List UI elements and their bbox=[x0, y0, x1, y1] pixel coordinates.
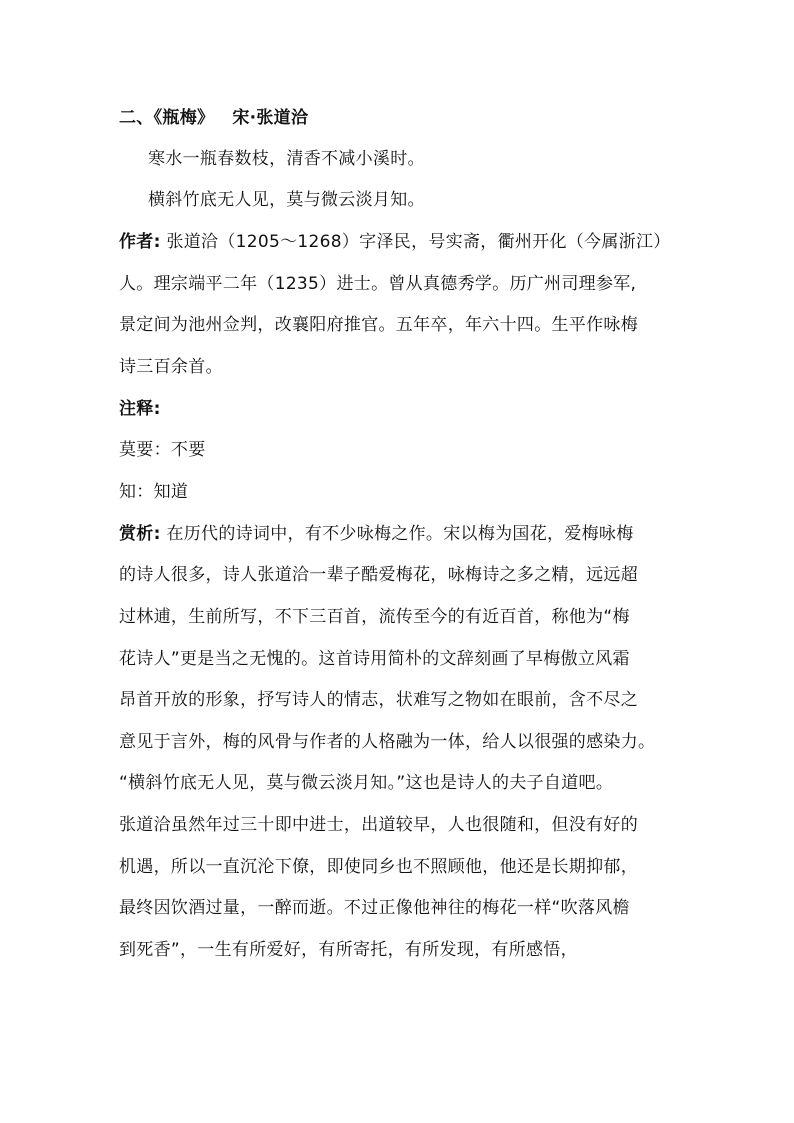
appreciation-paragraph-line: 花诗人”更是当之无愧的。这首诗用简朴的文辞刻画了早梅傲立风霜 bbox=[119, 649, 630, 669]
poem-heading bbox=[119, 106, 719, 130]
appreciation-paragraph-line: 机遇，所以一直沉沦下僚，即使同乡也不照顾他，他还是长期抑郁， bbox=[119, 857, 638, 877]
appreciation-paragraph-line: 赏析: 在历代的诗词中，有不少咏梅之作。宋以梅为国花，爱梅咏梅 bbox=[119, 524, 634, 544]
appreciation-label: 赏析 bbox=[119, 524, 154, 544]
appreciation-text: 在历代的诗词中，有不少咏梅之作。宋以梅为国花，爱梅咏梅 bbox=[166, 524, 634, 544]
appreciation-paragraph-line: 到死香”，一生有所爱好，有所寄托，有所发现，有所感悟， bbox=[119, 940, 578, 960]
appreciation-paragraph-line: 张道洽虽然年过三十即中进士，出道较早，人也很随和，但没有好的 bbox=[119, 815, 638, 835]
author-text: 张道洽（1205～1268）字泽民，号实斋，衢州开化（今属浙江） bbox=[166, 232, 671, 252]
author-paragraph-line: 诗三百余首。 bbox=[119, 357, 223, 377]
note-item: 知：知道 bbox=[119, 482, 189, 502]
author-paragraph-line: 景定间为池州佥判，改襄阳府推官。五年卒，年六十四。生平作咏梅 bbox=[119, 315, 638, 335]
appreciation-paragraph-line: 昂首开放的形象，抒写诗人的情志，状难写之物如在眼前，含不尽之 bbox=[119, 690, 638, 710]
appreciation-paragraph-line: 最终因饮酒过量，一醉而逝。不过正像他神往的梅花一样“吹落风檐 bbox=[119, 898, 630, 918]
author-paragraph-line: 作者: 张道洽（1205～1268）字泽民，号实斋，衢州开化（今属浙江） bbox=[119, 232, 671, 252]
poem-author: 宋·张道洽 bbox=[232, 108, 309, 128]
appreciation-paragraph-line: 的诗人很多，诗人张道洽一辈子酷爱梅花，咏梅诗之多之精，远远超 bbox=[119, 565, 638, 585]
author-paragraph-line: 人。理宗端平二年（1235）进士。曾从真德秀学。历广州司理参军, bbox=[119, 274, 637, 294]
appreciation-paragraph-line: “横斜竹底无人见，莫与微云淡月知。”这也是诗人的夫子自道吧。 bbox=[119, 773, 614, 793]
heading-number: 二、 bbox=[119, 108, 154, 128]
notes-label: 注释: bbox=[119, 399, 161, 419]
appreciation-paragraph-line: 过林逋，生前所写，不下三百首，流传至今的有近百首，称他为“梅 bbox=[119, 607, 630, 627]
appreciation-paragraph-line: 意见于言外，梅的风骨与作者的人格融为一体，给人以很强的感染力。 bbox=[119, 732, 656, 752]
note-item: 莫要：不要 bbox=[119, 440, 206, 460]
poem-line: 横斜竹底无人见，莫与微云淡月知。 bbox=[148, 190, 425, 210]
poem-title: 《瓶梅》 bbox=[153, 108, 215, 128]
author-label: 作者 bbox=[119, 232, 154, 252]
poem-line: 寒水一瓶春数枝，清香不减小溪时。 bbox=[148, 149, 425, 169]
